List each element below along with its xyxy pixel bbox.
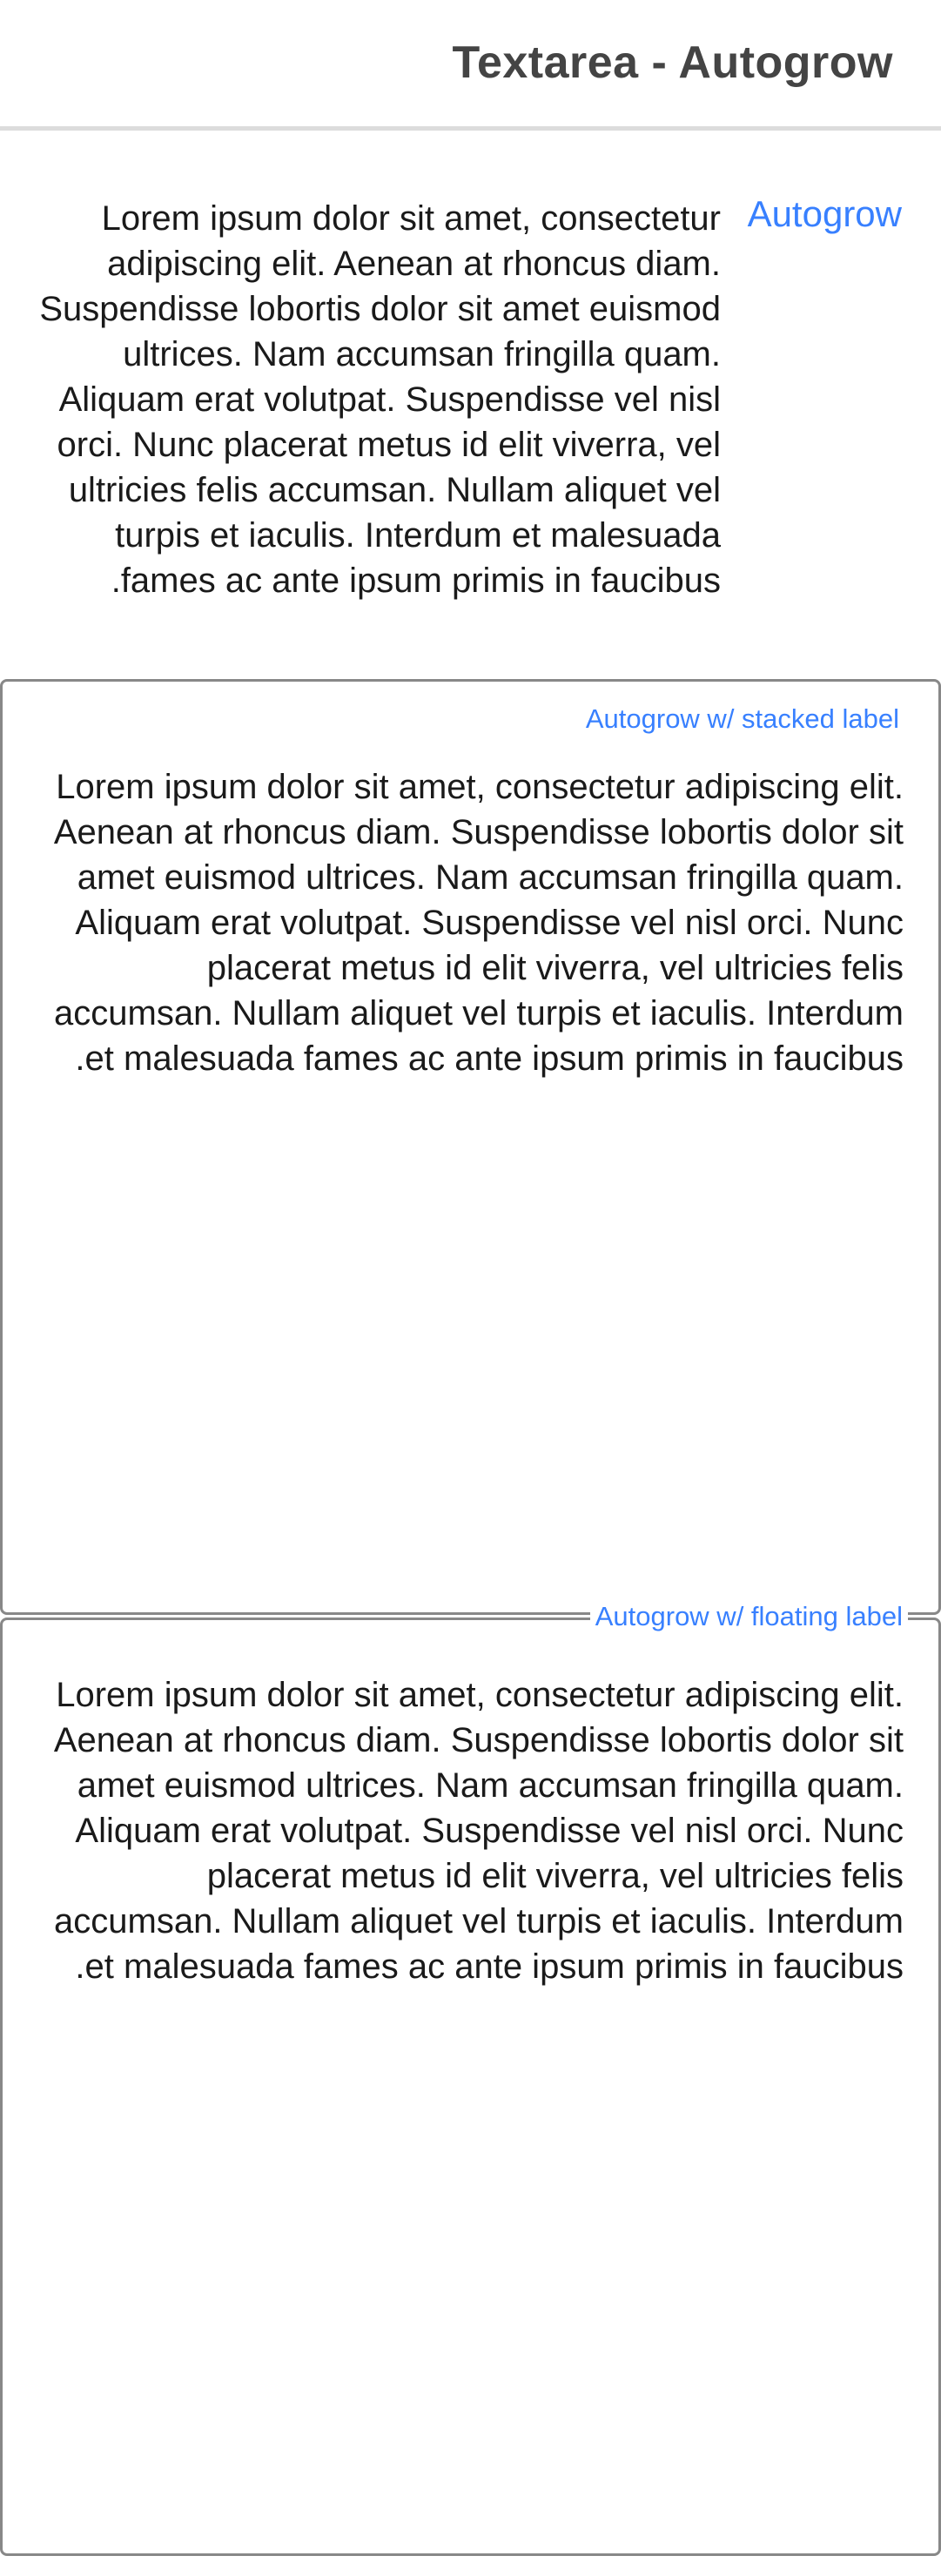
autogrow-item[interactable] <box>0 131 941 679</box>
stacked-label-item[interactable] <box>0 679 941 1615</box>
floating-label-item[interactable] <box>0 1601 941 2556</box>
floating-label: Autogrow w/ floating label <box>590 1601 908 1632</box>
page-title: Textarea - Autogrow <box>452 37 893 88</box>
autogrow-textarea[interactable] <box>26 196 721 649</box>
floating-label-textarea[interactable] <box>37 1672 904 2456</box>
autogrow-label: Autogrow <box>747 193 902 234</box>
stacked-label: Autogrow w/ stacked label <box>585 703 899 734</box>
toolbar <box>0 0 941 131</box>
stacked-label-textarea[interactable] <box>37 764 904 1548</box>
